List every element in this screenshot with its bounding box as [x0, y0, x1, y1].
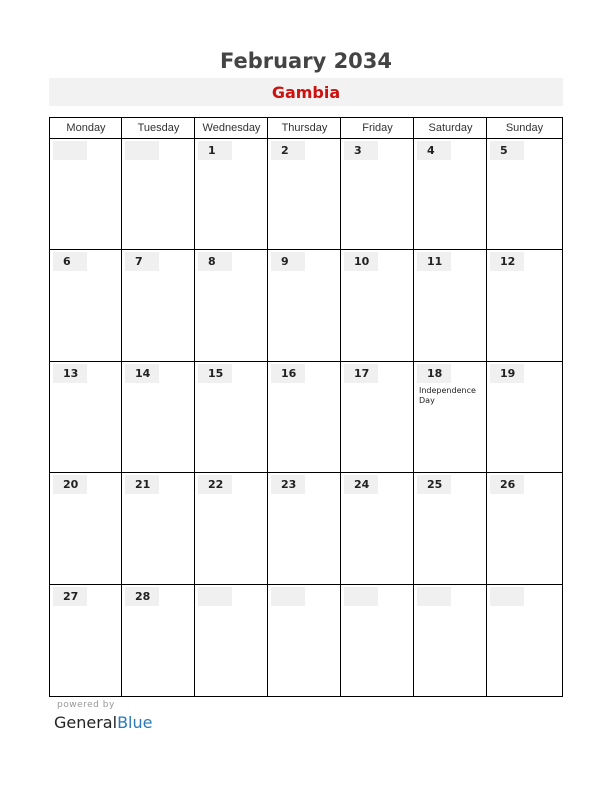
empty-day-cell	[195, 585, 268, 696]
day-cell-5[interactable]	[487, 139, 562, 250]
day-cell-2[interactable]	[268, 139, 341, 250]
day-number: 1	[208, 144, 216, 157]
day-cell-10[interactable]	[341, 250, 414, 361]
day-number: 6	[63, 255, 71, 268]
day-cell-4[interactable]	[414, 139, 487, 250]
empty-day-cell	[50, 139, 122, 250]
empty-day-cell	[268, 585, 341, 696]
day-cell-27[interactable]	[50, 585, 122, 696]
day-number: 2	[281, 144, 289, 157]
weekday-header-saturday: Saturday	[428, 122, 473, 134]
weekday-header-wednesday: Wednesday	[202, 122, 261, 134]
day-number-box	[417, 587, 451, 606]
day-number: 27	[63, 590, 79, 603]
day-cell-20[interactable]	[50, 473, 122, 584]
day-cell-15[interactable]	[195, 362, 268, 473]
day-number: 25	[427, 478, 443, 491]
day-number-box	[271, 587, 305, 606]
day-number-box	[53, 141, 87, 160]
day-number-box	[198, 587, 232, 606]
day-number-box	[125, 141, 159, 160]
day-number: 11	[427, 255, 443, 268]
day-cell-9[interactable]	[268, 250, 341, 361]
day-cell-8[interactable]	[195, 250, 268, 361]
day-cell-13[interactable]	[50, 362, 122, 473]
day-number: 4	[427, 144, 435, 157]
empty-day-cell	[414, 585, 487, 696]
day-cell-26[interactable]	[487, 473, 562, 584]
day-number: 10	[354, 255, 370, 268]
day-cell-25[interactable]	[414, 473, 487, 584]
country-name: Gambia	[271, 83, 341, 102]
day-number: 26	[500, 478, 516, 491]
day-cell-22[interactable]	[195, 473, 268, 584]
day-cell-19[interactable]	[487, 362, 562, 473]
weekday-header-tuesday: Tuesday	[137, 122, 180, 134]
weekday-header-monday: Monday	[66, 122, 106, 134]
day-number-box	[344, 587, 378, 606]
holiday-label: Independence Day	[419, 386, 476, 405]
generalblue-logo[interactable]	[54, 712, 152, 734]
day-cell-17[interactable]	[341, 362, 414, 473]
day-cell-23[interactable]	[268, 473, 341, 584]
day-number: 5	[500, 144, 508, 157]
day-number-box	[490, 587, 524, 606]
day-number: 18	[427, 367, 443, 380]
day-number: 28	[135, 590, 151, 603]
day-number: 7	[135, 255, 143, 268]
day-number: 16	[281, 367, 297, 380]
day-number: 24	[354, 478, 370, 491]
country-banner	[49, 78, 563, 106]
day-cell-18[interactable]	[414, 362, 487, 473]
day-cell-21[interactable]	[122, 473, 195, 584]
day-number: 19	[500, 367, 516, 380]
brand-general-text: General	[54, 713, 118, 732]
brand-blue-text: Blue	[117, 713, 153, 732]
empty-day-cell	[122, 139, 195, 250]
day-number: 15	[208, 367, 224, 380]
day-number: 3	[354, 144, 362, 157]
day-number: 8	[208, 255, 216, 268]
day-cell-12[interactable]	[487, 250, 562, 361]
day-cell-24[interactable]	[341, 473, 414, 584]
day-cell-7[interactable]	[122, 250, 195, 361]
weekday-header-friday: Friday	[362, 122, 393, 134]
day-cell-14[interactable]	[122, 362, 195, 473]
day-number: 13	[63, 367, 79, 380]
powered-by-text: powered by	[57, 700, 115, 710]
weekday-header-sunday: Sunday	[505, 122, 544, 134]
page-title: February 2034	[219, 49, 393, 73]
day-number: 20	[63, 478, 79, 491]
empty-day-cell	[341, 585, 414, 696]
day-cell-16[interactable]	[268, 362, 341, 473]
day-cell-1[interactable]	[195, 139, 268, 250]
day-cell-11[interactable]	[414, 250, 487, 361]
day-cell-28[interactable]	[122, 585, 195, 696]
day-number: 23	[281, 478, 297, 491]
day-number: 17	[354, 367, 370, 380]
day-number: 14	[135, 367, 151, 380]
day-number: 22	[208, 478, 224, 491]
day-cell-3[interactable]	[341, 139, 414, 250]
day-number: 21	[135, 478, 151, 491]
empty-day-cell	[487, 585, 562, 696]
weekday-header-thursday: Thursday	[281, 122, 328, 134]
day-number: 9	[281, 255, 289, 268]
day-cell-6[interactable]	[50, 250, 122, 361]
day-number: 12	[500, 255, 516, 268]
calendar-grid	[49, 117, 563, 697]
